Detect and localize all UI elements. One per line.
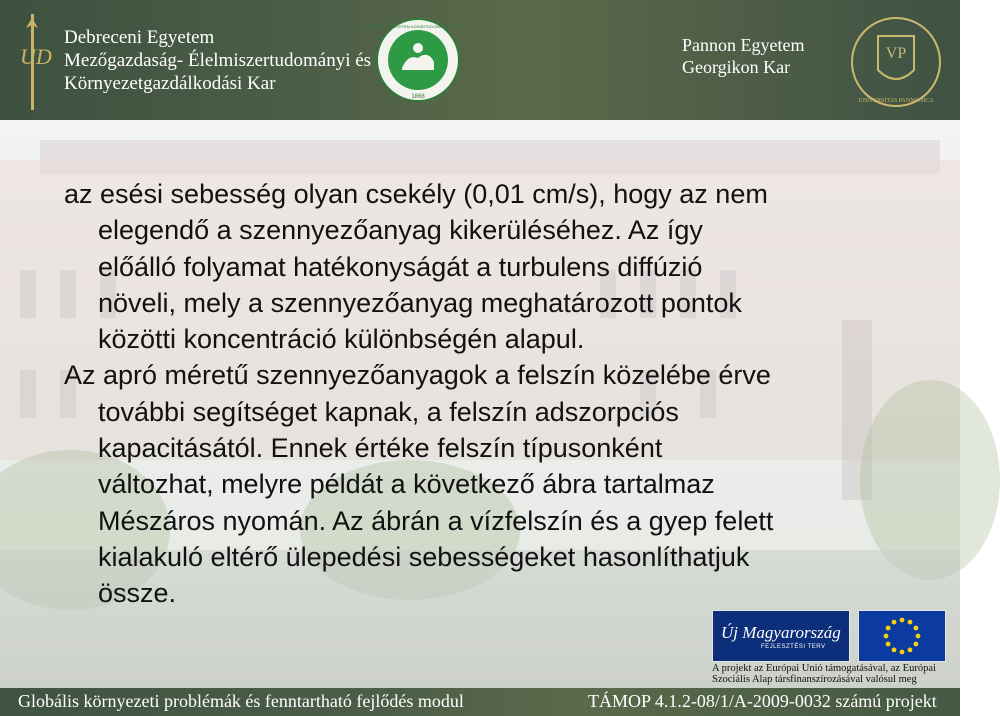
eu-star-icon bbox=[884, 634, 889, 639]
eu-star-icon bbox=[886, 642, 891, 647]
eu-star-icon bbox=[914, 626, 919, 631]
paragraph bbox=[64, 176, 904, 357]
text-line: növeli, mely a szennyezőanyag meghatározott pontok bbox=[98, 287, 742, 318]
debrecen-faculty-name bbox=[64, 26, 371, 95]
eu-star-icon bbox=[908, 648, 913, 653]
text-line: elegendő a szennyezőanyag kikerüléséhez. Az így bbox=[98, 215, 703, 246]
uj-magyarorszag-title: Új Magyarország bbox=[721, 623, 841, 642]
eu-star-icon bbox=[892, 648, 897, 653]
svg-text:VP: VP bbox=[885, 45, 907, 62]
text-line: változhat, melyre példát a következő ábra tartalmaz bbox=[98, 469, 715, 500]
module-title: Globális környezeti problémák és fenntartható fejlődés modul bbox=[18, 691, 464, 711]
header-right-line: Georgikon Kar bbox=[682, 57, 791, 77]
eu-star-icon bbox=[908, 620, 913, 625]
eu-star-icon bbox=[900, 650, 905, 655]
text-line: közötti koncentráció különbségén alapul. bbox=[98, 324, 585, 355]
svg-text:UNIVERSITAS PANNONICA: UNIVERSITAS PANNONICA bbox=[858, 98, 934, 104]
eu-note-line: Szociális Alap társfinanszírozásával valósul meg bbox=[712, 674, 917, 685]
header-left-line: Környezetgazdálkodási Kar bbox=[64, 73, 276, 94]
header-left-line: Mezőgazdaság- Élelmiszertudományi és bbox=[64, 50, 372, 71]
eu-star-icon bbox=[892, 620, 897, 625]
eu-flag-icon bbox=[858, 610, 946, 662]
project-id: TÁMOP 4.1.2-08/1/A-2009-0032 számú projekt bbox=[588, 691, 937, 711]
svg-text:1868: 1868 bbox=[411, 94, 425, 100]
eu-star-icon bbox=[886, 626, 891, 631]
text-line: az esési sebesség olyan csekély (0,01 cm/s), hogy az nem bbox=[64, 179, 768, 209]
text-line: kapacitásától. Ennek értéke felszín típusonként bbox=[98, 433, 663, 464]
paragraph bbox=[64, 357, 904, 611]
eu-star-icon bbox=[900, 618, 905, 623]
footer-banner bbox=[0, 688, 960, 716]
eu-star-icon bbox=[914, 642, 919, 647]
header-left-line: Debreceni Egyetem bbox=[64, 27, 215, 48]
text-line: előálló folyamat hatékonyságát a turbulens diffúzió bbox=[98, 251, 703, 282]
uj-magyarorszag-subtitle: FEJLESZTÉSI TERV bbox=[761, 644, 826, 650]
eu-star-icon bbox=[916, 634, 921, 639]
pannon-egyetem-logo bbox=[848, 14, 944, 110]
agricultural-centre-seal bbox=[365, 18, 471, 102]
header-right-line: Pannon Egyetem bbox=[682, 35, 805, 55]
slide-body-text bbox=[64, 176, 904, 612]
text-line: össze. bbox=[98, 578, 177, 609]
text-line: kialakuló eltérő ülepedési sebességeket hasonlíthatjuk bbox=[98, 541, 750, 572]
funding-logos bbox=[712, 610, 952, 686]
debreceni-egyetem-logo bbox=[14, 14, 54, 110]
uj-magyarorszag-logo bbox=[712, 610, 850, 662]
eu-funding-note bbox=[712, 663, 952, 685]
header-banner bbox=[0, 0, 960, 120]
text-line: Mészáros nyomán. Az ábrán a vízfelszín és a gyep felett bbox=[98, 505, 774, 536]
pannon-faculty-name bbox=[682, 34, 804, 78]
text-line: Az apró méretű szennyezőanyagok a felszín közelébe érve bbox=[64, 360, 771, 391]
text-line: további segítséget kapnak, a felszín adszorpciós bbox=[98, 396, 679, 427]
eu-note-line: A projekt az Európai Unió támogatásával, az Európai bbox=[712, 663, 936, 674]
svg-text:UD: UD bbox=[20, 44, 52, 69]
svg-text:DEBRECENI EGYETEM AGRÁRTUDOMÁN: DEBRECENI EGYETEM AGRÁRTUDOMÁNYI CENTRUM bbox=[365, 24, 471, 29]
